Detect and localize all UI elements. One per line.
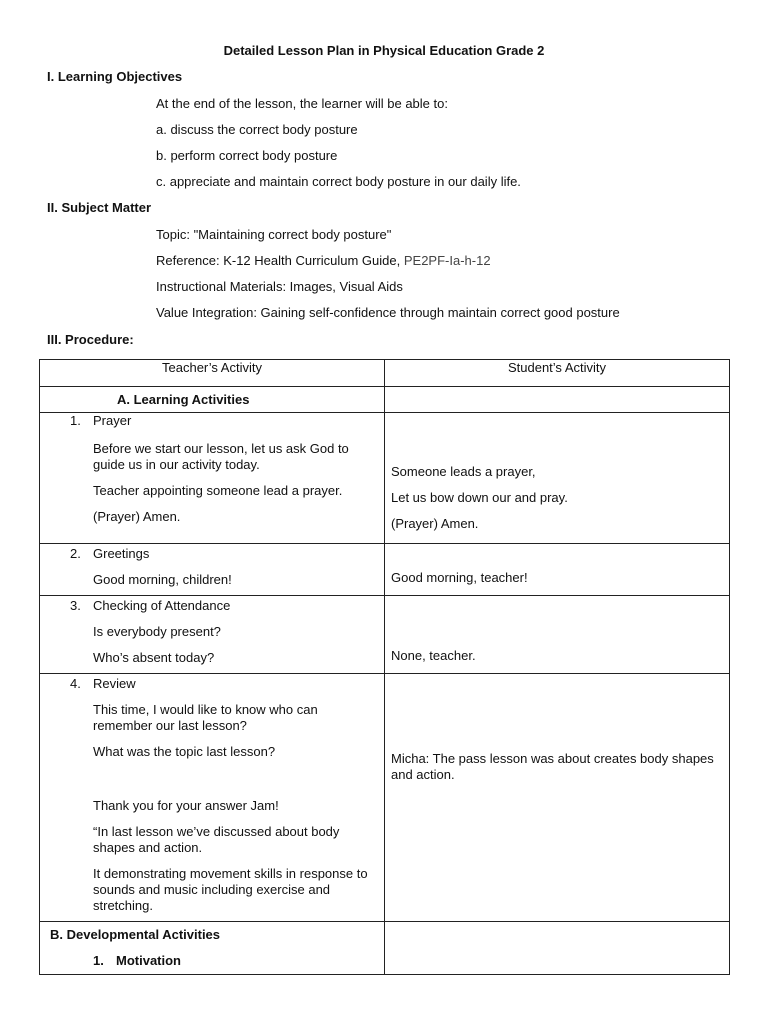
item-label: Prayer <box>93 413 132 428</box>
student-text: Good morning, teacher! <box>391 570 528 585</box>
teacher-text: Who’s absent today? <box>93 650 215 665</box>
teacher-text: This time, I would like to know who can remember our last lesson? <box>93 702 318 733</box>
section-b-heading: B. Developmental Activities <box>50 927 221 942</box>
reference-text: Reference: K-12 Health Curriculum Guide, <box>156 253 401 268</box>
procedure-heading: III. Procedure: <box>47 332 134 347</box>
item-heading <box>40 676 384 694</box>
item-label: Greetings <box>93 546 150 561</box>
student-text: Micha: The pass lesson was about creates body shapes and action. <box>391 751 714 782</box>
objective-item: a. discuss the correct body posture <box>156 122 358 137</box>
item-heading <box>40 546 384 564</box>
item-label: Review <box>93 676 136 691</box>
table-row <box>40 596 730 674</box>
section-a-heading: A. Learning Activities <box>117 391 250 407</box>
item-number: 2. <box>70 546 81 561</box>
student-text: Someone leads a prayer, <box>391 464 536 479</box>
table-header-row <box>40 360 730 387</box>
objective-item: b. perform correct body posture <box>156 148 338 163</box>
student-text: None, teacher. <box>391 648 476 663</box>
item-heading <box>40 598 384 616</box>
item-number: 1. <box>70 413 81 428</box>
teacher-text: “In last lesson we’ve discussed about body shapes and action. <box>93 824 340 855</box>
teacher-text: Is everybody present? <box>93 624 221 639</box>
teacher-text: Thank you for your answer Jam! <box>93 798 279 813</box>
topic-line: Topic: "Maintaining correct body posture" <box>156 227 392 242</box>
teacher-activity-header: Teacher’s Activity <box>40 360 385 387</box>
item-number: 4. <box>70 676 81 691</box>
document-title: Detailed Lesson Plan in Physical Education Grade 2 <box>223 43 545 58</box>
objectives-heading: I. Learning Objectives <box>47 69 183 84</box>
teacher-text: (Prayer) Amen. <box>93 509 181 524</box>
section-a-row <box>40 387 730 413</box>
item-number: 1. <box>93 953 104 968</box>
objective-item: c. appreciate and maintain correct body posture in our daily life. <box>156 174 521 189</box>
teacher-text: Good morning, children! <box>93 572 232 587</box>
teacher-text: What was the topic last lesson? <box>93 744 276 759</box>
teacher-text: Before we start our lesson, let us ask God to guide us in our activity today. <box>93 441 349 472</box>
teacher-text: It demonstrating movement skills in response to sounds and music including exercise and stretching. <box>93 866 368 913</box>
objectives-intro: At the end of the lesson, the learner will be able to: <box>156 96 448 111</box>
reference-line <box>156 253 491 269</box>
table-row <box>40 544 730 596</box>
subject-matter-heading: II. Subject Matter <box>47 200 152 215</box>
item-heading <box>40 413 384 431</box>
item-number: 3. <box>70 598 81 613</box>
motivation-heading <box>40 953 384 969</box>
procedure-table <box>39 359 730 975</box>
materials-line: Instructional Materials: Images, Visual Aids <box>156 279 403 294</box>
item-label: Checking of Attendance <box>93 598 231 613</box>
table-row <box>40 413 730 544</box>
student-text: Let us bow down our and pray. <box>391 490 568 505</box>
item-label: Motivation <box>116 953 181 968</box>
table-row <box>40 674 730 922</box>
student-text: (Prayer) Amen. <box>391 516 479 531</box>
student-activity-header: Student’s Activity <box>385 360 730 387</box>
value-integration-line: Value Integration: Gaining self-confidence through maintain correct good posture <box>156 305 620 320</box>
section-b-row <box>40 922 730 975</box>
teacher-text: Teacher appointing someone lead a prayer. <box>93 483 343 498</box>
reference-code: PE2PF-Ia-h-12 <box>403 253 491 268</box>
